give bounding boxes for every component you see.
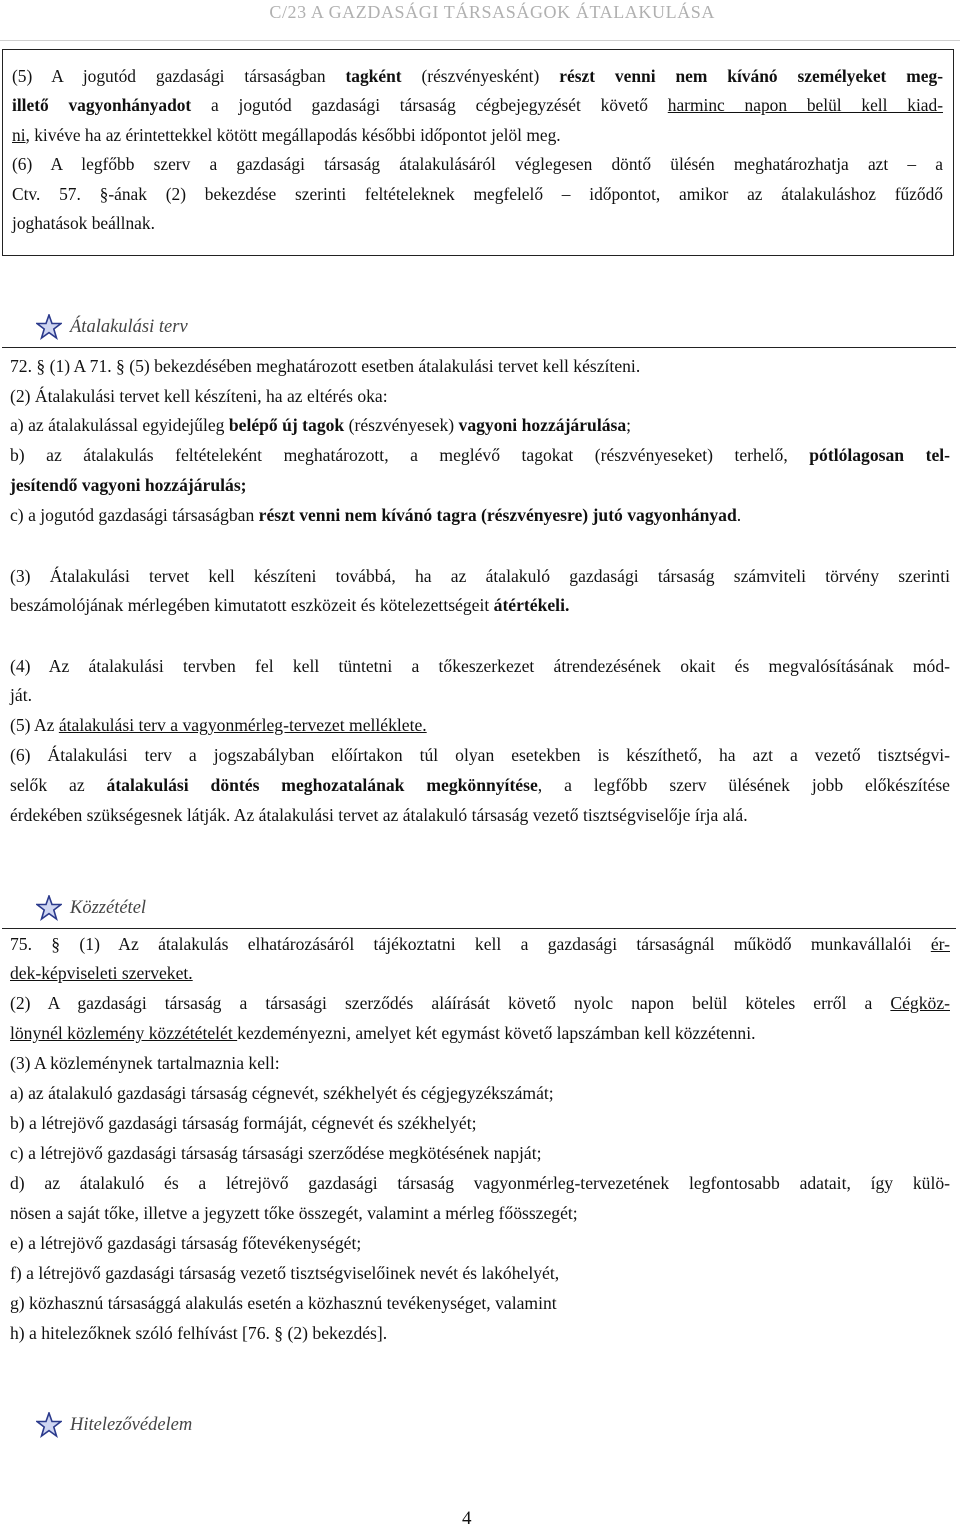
list-item: jesítendő vagyoni hozzájárulás; — [10, 475, 247, 495]
list-item: b) az átalakulás feltételeként meghatározott, a meglévő tagokat (részvényeseket) terhelő, pótlólagosan tel- — [10, 445, 951, 465]
paragraph: (5) Az átalakulási terv a vagyonmérleg-tervezet melléklete. — [10, 715, 427, 735]
section-rule — [2, 928, 956, 929]
list-item: e) a létrejövő gazdasági társaság főtevékenységét; — [10, 1233, 362, 1253]
list-item: b) a létrejövő gazdasági társaság formáját, cégnevét és székhelyét; — [10, 1113, 477, 1133]
list-item: d) az átalakuló és a létrejövő gazdasági társaság vagyonmérleg-tervezetének legfontosabb adatait, így külö- — [10, 1173, 950, 1193]
paragraph: (4) Az átalakulási tervben fel kell tüntetni a tőkeszerkezet átrendezésének okait és megvalósításának mód- — [10, 656, 950, 676]
paragraph: lönynél közlemény közzétételét kezdeményezni, amelyet két egymást követő lapszámban kell közzétenni. — [10, 1023, 756, 1043]
section-title-hitelezovedelem: Hitelezővédelem — [36, 1412, 192, 1438]
star-icon — [36, 1412, 62, 1438]
box-line: ni, kivéve ha az érintettekkel kötött megállapodás későbbi időpontot jelöl meg. — [12, 124, 561, 145]
section-rule — [2, 347, 956, 348]
list-item: a) az átalakulással egyidejűleg belépő új tagok (részvényesek) vagyoni hozzájárulása; — [10, 415, 632, 435]
paragraph: 75. § (1) Az átalakulás elhatározásáról tájékoztatni kell a gazdasági társaságnál működő munkavállalói ér- — [10, 934, 950, 954]
paragraph: (3) Átalakulási tervet kell készíteni továbbá, ha az átalakuló gazdasági társaság számviteli törvény szerinti — [10, 566, 950, 586]
paragraph: beszámolójának mérlegében kimutatott eszközeit és kötelezettségeit átértékeli. — [10, 595, 570, 615]
box-line: Ctv. 57. §-ának (2) bekezdése szerinti feltételeknek megfelelő – időpontot, amikor az átalakuláshoz fűződő — [12, 183, 943, 204]
box-line: (6) A legfőbb szerv a gazdasági társaság átalakulásáról véglegesen döntő ülésén meghatározhatja azt – a — [12, 154, 943, 175]
star-icon — [36, 314, 62, 340]
paragraph: (2) Átalakulási tervet kell készíteni, ha az eltérés oka: — [10, 386, 388, 406]
paragraph: dek-képviseleti szerveket. — [10, 963, 193, 983]
page-number: 4 — [462, 1508, 472, 1529]
section-title-kozzetetel: Közzététel — [36, 895, 146, 921]
header-title: C/23 A GAZDASÁGI TÁRSASÁGOK ÁTALAKULÁSA — [269, 2, 715, 22]
list-item: a) az átalakuló gazdasági társaság cégnevét, székhelyét és cégjegyzékszámát; — [10, 1083, 554, 1103]
paragraph: ját. — [10, 685, 32, 705]
section-title-atalakulasi-terv: Átalakulási terv — [36, 314, 188, 340]
list-item: g) közhasznú társasággá alakulás esetén a közhasznú tevékenységet, valamint — [10, 1293, 557, 1313]
list-item: c) a jogutód gazdasági társaságban részt venni nem kívánó tagra (részvényesre) jutó vagyonhányad. — [10, 505, 742, 525]
paragraph: érdekében szükségesnek látják. Az átalakulási tervet az átalakuló társaság vezető tisztségviselője írja alá. — [10, 805, 748, 825]
paragraph: selők az átalakulási döntés meghozatalának megkönnyítése, a legfőbb szerv ülésének jobb előkészítése — [10, 775, 950, 795]
list-item: nösen a saját tőke, illetve a jegyzett tőke összegét, valamint a mérleg főösszegét; — [10, 1203, 578, 1223]
box-line: (5) A jogutód gazdasági társaságban tagként (részvényesként) részt venni nem kívánó személyeket meg- — [12, 66, 943, 86]
boxed-paragraph — [2, 49, 954, 256]
paragraph: (2) A gazdasági társaság a társasági szerződés aláírását követő nyolc napon belül köteles erről a Cégköz- — [10, 993, 950, 1013]
list-item: c) a létrejövő gazdasági társaság társasági szerződése megkötésének napját; — [10, 1143, 542, 1163]
paragraph: (6) Átalakulási terv a jogszabályban előírtakon túl olyan esetekben is készíthető, ha azt a vezető tisztségvi- — [10, 745, 950, 765]
list-item: f) a létrejövő gazdasági társaság vezető tisztségviselőinek nevét és lakóhelyét, — [10, 1263, 560, 1283]
paragraph: (3) A közleménynek tartalmaznia kell: — [10, 1053, 280, 1073]
star-icon — [36, 895, 62, 921]
paragraph: 72. § (1) A 71. § (5) bekezdésében meghatározott esetben átalakulási tervet kell készíteni. — [10, 356, 641, 376]
list-item: h) a hitelezőknek szóló felhívást [76. § (2) bekezdés]. — [10, 1323, 388, 1343]
box-line: illető vagyonhányadot a jogutód gazdasági társaság cégbejegyzését követő harminc napon belül kell kiad- — [12, 95, 943, 116]
running-header — [0, 0, 960, 41]
box-line: joghatások beállnak. — [12, 213, 155, 234]
